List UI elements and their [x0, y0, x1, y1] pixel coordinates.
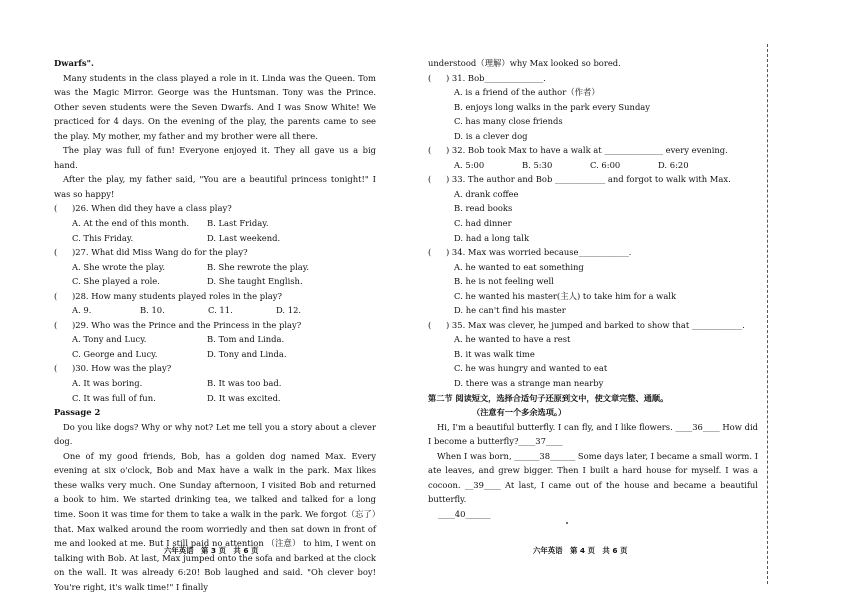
- answer-option: C. George and Lucy.: [72, 348, 158, 359]
- cloze-paragraph-1: Hi, I'm a beautiful butterfly. I can fly, and I like flowers. ____36____ How did I become a butterfly?____37____: [428, 421, 758, 447]
- section-2-note: （注意有一个多余选项。）: [472, 407, 567, 418]
- question-item: [428, 245, 758, 260]
- passage-2-paragraph-2: One of my good friends, Bob, has a golden dog named Max. Every evening at six o'clock, Bob and Max have a walk in the park. Max likes these walks very much. One Sunday afternoon, I visited Bob and returned a book to him. We started drinking tea, we talked and talked for a long time. Soon it was time for them to take a walk in the park. We forgot（忘了）that. Max walked around the room worriedly and then sat down in front of me and looked at me. But I still paid no attention （注意） to him, I went on talking with Bob. At last, Max jumped onto the sofa and barked at the clock on the wall. It was already 6:20! Bob laughed and said. "Oh clever boy! You're right, it's walk time!" I finally: [54, 450, 376, 592]
- question-text: )28. How many students played roles in the play?: [72, 290, 282, 301]
- answer-option: A. he wanted to eat something: [454, 261, 584, 272]
- story-paragraph-3: After the play, my father said, "You are a beautiful princess tonight!" I was so happy!: [54, 174, 376, 199]
- answer-option-row: [54, 376, 376, 391]
- question-text: )26. When did they have a class play?: [72, 203, 232, 214]
- answer-option-row: [54, 303, 376, 318]
- answer-bracket[interactable]: (: [428, 72, 432, 83]
- answer-option: D. Tony and Linda.: [207, 348, 287, 359]
- answer-option-row: [428, 158, 758, 173]
- answer-bracket[interactable]: (: [54, 247, 58, 258]
- answer-option-row: [54, 260, 376, 275]
- answer-option: A. he wanted to have a rest: [454, 334, 571, 345]
- question-text: ) 35. Max was clever, he jumped and barked to show that ____________.: [446, 319, 745, 330]
- answer-option: B. read books: [454, 203, 513, 214]
- question-text: ) 33. The author and Bob ____________ and forgot to walk with Max.: [446, 174, 731, 185]
- right-column: [428, 56, 758, 522]
- answer-option: D. he can't find his master: [454, 305, 566, 316]
- question-item: [54, 318, 376, 333]
- answer-option: A. She wrote the play.: [72, 261, 166, 272]
- answer-option: D. She taught English.: [207, 276, 303, 287]
- answer-option: A. Tony and Lucy.: [72, 334, 147, 345]
- answer-option: A. is a friend of the author（作者）: [454, 87, 600, 98]
- page-footer-4: 六年英语 第 4 页 共 6 页: [533, 546, 628, 555]
- question-text: ) 34. Max was worried because____________.: [446, 247, 632, 258]
- answer-option: C. had dinner: [454, 218, 512, 229]
- question-text: )30. How was the play?: [72, 363, 172, 374]
- answer-bracket[interactable]: (: [54, 319, 58, 330]
- answer-bracket[interactable]: (: [428, 319, 432, 330]
- answer-option: A. 9.: [72, 305, 92, 316]
- answer-option: A. At the end of this month.: [72, 218, 190, 229]
- question-item: [428, 172, 758, 187]
- answer-option: B. enjoys long walks in the park every Sunday: [454, 101, 651, 112]
- right-question-list: [428, 71, 758, 391]
- answer-option: D. there was a strange man nearby: [454, 378, 604, 389]
- answer-option: B. Last Friday.: [207, 218, 269, 229]
- answer-option: D. is a clever dog: [454, 130, 528, 141]
- answer-option-row: [54, 216, 376, 231]
- answer-option-row: [54, 332, 376, 347]
- answer-option: B. Tom and Linda.: [207, 334, 285, 345]
- question-text: ) 31. Bob______________.: [446, 72, 546, 83]
- answer-bracket[interactable]: (: [428, 174, 432, 185]
- question-text: )27. What did Miss Wang do for the play?: [72, 247, 248, 258]
- left-question-list: [54, 201, 376, 405]
- question-text: )29. Who was the Prince and the Princess in the play?: [72, 319, 302, 330]
- answer-bracket[interactable]: (: [428, 145, 432, 156]
- story-paragraph-2: The play was full of fun! Everyone enjoyed it. They all gave us a big hand.: [54, 145, 376, 170]
- answer-option: B. 5:30: [522, 159, 553, 170]
- question-item: [428, 71, 758, 86]
- answer-option: C. It was full of fun.: [72, 392, 156, 403]
- section-2-heading: 第二节 阅读短文，选择合适句子还原到文中，使文章完整、通顺。: [428, 392, 669, 403]
- answer-option: D. Last weekend.: [207, 232, 281, 243]
- answer-option: B. She rewrote the play.: [207, 261, 310, 272]
- answer-option: C. She played a role.: [72, 276, 160, 287]
- answer-option: B. It was too bad.: [207, 378, 282, 389]
- left-column: [54, 56, 376, 594]
- question-item: [428, 143, 758, 158]
- question-item: [428, 318, 758, 333]
- question-item: [54, 361, 376, 376]
- story-paragraph-1: Many students in the class played a role in it. Linda was the Queen. Tom was the Magic Mirror. George was the Huntsman. Tony was the Prince. Other seven students were the Seven Dwarfs. And I was Snow White! We practiced for 4 days. On the evening of the play, the parents came to see the play. My mother, my father and my brother were all there.: [54, 72, 376, 141]
- passage-2-heading: Passage 2: [54, 407, 101, 418]
- question-item: [54, 245, 376, 260]
- answer-option: B. 10.: [140, 305, 165, 316]
- answer-option: C. This Friday.: [72, 232, 134, 243]
- answer-bracket[interactable]: (: [54, 203, 58, 214]
- answer-option: B. it was walk time: [454, 348, 535, 359]
- answer-option: D. 6:20: [658, 159, 689, 170]
- answer-bracket[interactable]: (: [428, 247, 432, 258]
- answer-option: A. drank coffee: [454, 188, 519, 199]
- answer-option: D. 12.: [276, 305, 302, 316]
- answer-bracket[interactable]: (: [54, 290, 58, 301]
- answer-option: C. has many close friends: [454, 116, 563, 127]
- left-top-line: Dwarfs".: [54, 58, 94, 68]
- cloze-paragraph-2: When I was born, ______38______ Some days later, I became a small worm. I ate leaves, and grew bigger. Then I built a hard house for myself. I was a cocoon. __39____ At last, I came out of the house and became a beautiful butterfly.: [428, 450, 758, 505]
- stray-dot: [566, 522, 568, 524]
- answer-option: C. he wanted his master(主人) to take him for a walk: [454, 290, 677, 301]
- answer-option: C. 11.: [208, 305, 233, 316]
- answer-option-row: [54, 274, 376, 289]
- page-footer-3: 六年英语 第 3 页 共 6 页: [164, 546, 259, 555]
- answer-option: A. It was boring.: [72, 378, 143, 389]
- answer-option: A. 5:00: [454, 159, 485, 170]
- question-text: ) 32. Bob took Max to have a walk at ______________ every evening.: [446, 145, 728, 156]
- question-item: [54, 289, 376, 304]
- binding-dashed-line: [767, 44, 768, 584]
- answer-option: D. It was excited.: [207, 392, 281, 403]
- question-item: [54, 201, 376, 216]
- answer-bracket[interactable]: (: [54, 363, 58, 374]
- answer-option: C. he was hungry and wanted to eat: [454, 363, 608, 374]
- answer-option-row: [54, 231, 376, 246]
- answer-option-row: [54, 391, 376, 406]
- answer-option: C. 6:00: [590, 159, 621, 170]
- answer-option: B. he is not feeling well: [454, 276, 554, 287]
- answer-option: D. had a long talk: [454, 232, 530, 243]
- answer-option-row: [54, 347, 376, 362]
- cloze-blank-40: ____40______: [438, 508, 491, 519]
- passage-2-paragraph-1: Do you like dogs? Why or why not? Let me tell you a story about a clever dog.: [54, 421, 376, 447]
- right-top-line: understood（理解）why Max looked so bored.: [428, 58, 621, 68]
